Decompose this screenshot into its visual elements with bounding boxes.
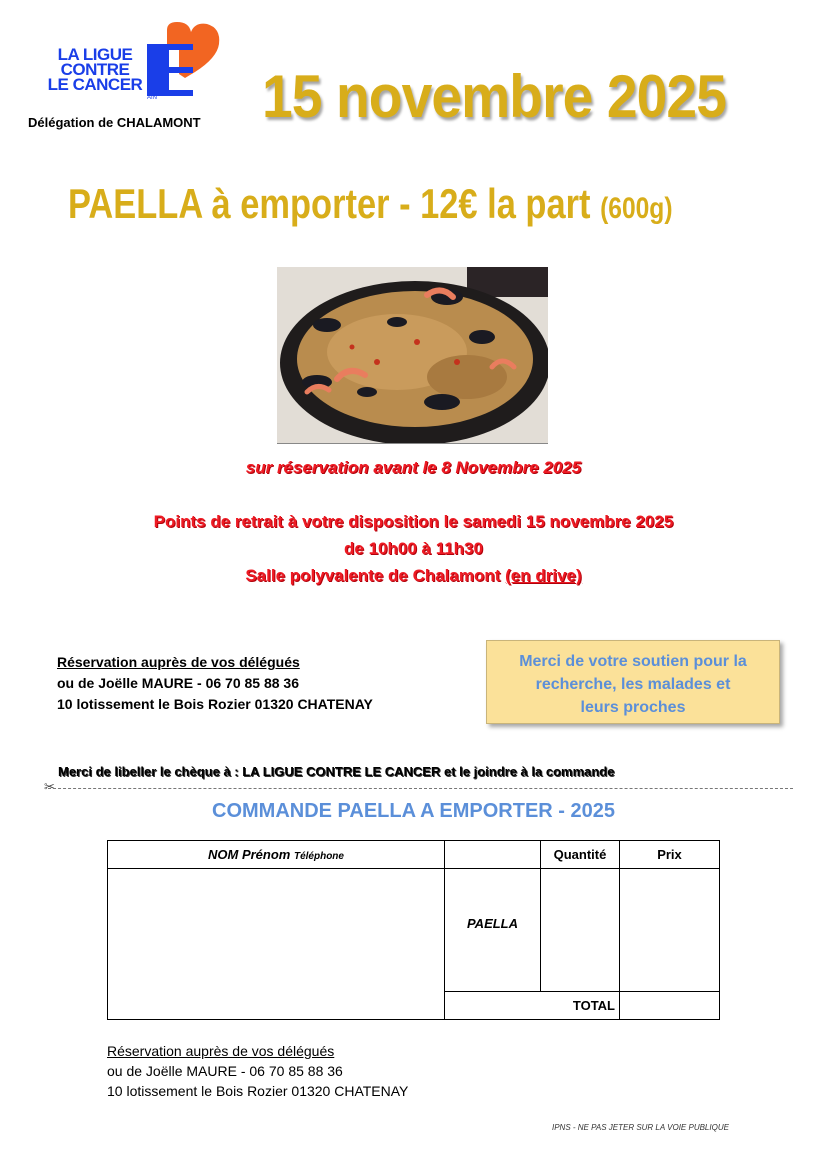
delegates-footer-address: 10 lotissement le Bois Rozier 01320 CHATENAY <box>107 1083 409 1099</box>
header-name: NOM Prénom <box>208 847 291 862</box>
order-form-title: COMMANDE PAELLA A EMPORTER - 2025 <box>212 800 615 822</box>
logo-text <box>40 47 150 92</box>
thanks-line-3: leurs proches <box>580 699 686 716</box>
delegates-footer-heading: Réservation auprès de vos délégués <box>107 1043 335 1059</box>
event-date-title: 15 novembre 2025 <box>262 63 726 130</box>
logo-line-2: CONTRE <box>60 60 130 79</box>
pickup-info-line-2: de 10h00 à 11h30 <box>344 539 483 558</box>
delegates-contact-line: ou de Joëlle MAURE - 06 70 85 88 36 <box>57 675 299 691</box>
total-label: TOTAL <box>444 991 620 1020</box>
total-field[interactable] <box>619 991 720 1020</box>
paella-photo <box>277 267 548 444</box>
reservation-deadline: sur réservation avant le 8 Novembre 2025 <box>245 458 582 477</box>
offer-headline-weight: (600g) <box>600 192 673 225</box>
pickup-info-line-1: Points de retrait à votre disposition le samedi 15 novembre 2025 <box>153 512 674 531</box>
header-product <box>444 840 541 869</box>
delegates-footer-contact: ou de Joëlle MAURE - 06 70 85 88 36 <box>107 1063 343 1079</box>
logo-line-3: LE CANCER <box>47 75 143 94</box>
logo-line-1: LA LIGUE <box>57 45 133 64</box>
cut-line <box>48 788 793 789</box>
logo-subtitle: AIN <box>147 95 158 101</box>
order-table <box>107 840 720 1020</box>
pickup-mode: (en drive) <box>505 566 582 585</box>
scissors-icon: ✂ <box>44 779 55 794</box>
header-price: Prix <box>619 840 720 869</box>
thanks-box <box>486 640 780 724</box>
thanks-line-1: Merci de votre soutien pour la <box>519 653 747 670</box>
delegates-contact <box>57 652 373 715</box>
header-phone: Téléphone <box>293 851 344 862</box>
footer-note: IPNS - NE PAS JETER SUR LA VOIE PUBLIQUE <box>552 1123 729 1132</box>
header-quantity: Quantité <box>540 840 620 869</box>
delegation-label: Délégation de CHALAMONT <box>28 115 201 130</box>
price-field[interactable] <box>619 868 720 992</box>
thanks-line-2: recherche, les malades et <box>535 676 731 693</box>
product-cell: PAELLA <box>444 868 541 992</box>
offer-headline-main: PAELLA à emporter - 12€ la part <box>68 180 591 227</box>
name-phone-field[interactable] <box>107 868 445 1020</box>
thanks-text <box>487 650 779 719</box>
header-name-phone <box>107 840 445 869</box>
quantity-field[interactable] <box>540 868 620 992</box>
offer-headline <box>68 180 673 228</box>
ligue-logo-icon <box>145 22 225 102</box>
delegates-address: 10 lotissement le Bois Rozier 01320 CHATENAY <box>57 696 373 712</box>
pickup-location: Salle polyvalente de Chalamont <box>245 566 506 585</box>
delegates-contact-footer <box>107 1041 408 1101</box>
pickup-info-line-3 <box>0 566 827 586</box>
cheque-instruction: Merci de libeller le chèque à : LA LIGUE CONTRE LE CANCER et le joindre à la commande <box>58 764 615 779</box>
delegates-heading: Réservation auprès de vos délégués <box>57 654 300 670</box>
